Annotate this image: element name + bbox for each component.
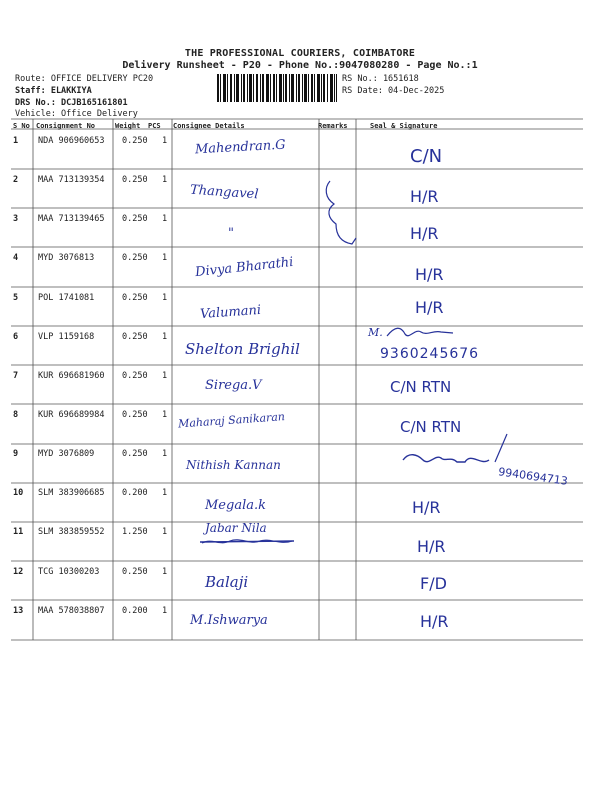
row-pcs: 1 bbox=[162, 293, 168, 303]
row-consignment: KUR 696681960 bbox=[38, 371, 105, 381]
row-consignee-handwritten: Thangavel bbox=[189, 182, 259, 203]
rs-number: RS No.: 1651618 bbox=[342, 74, 419, 84]
row-consignment: MYD 3076809 bbox=[38, 449, 95, 459]
row-pcs: 1 bbox=[162, 449, 168, 459]
row-pcs: 1 bbox=[162, 527, 168, 537]
row-weight: 0.250 bbox=[122, 449, 148, 459]
row-consignee-handwritten: Maharaj Sanikaran bbox=[177, 410, 286, 431]
col-header-consignment: Consignment No bbox=[36, 122, 96, 130]
row-consignment: POL 1741081 bbox=[38, 293, 95, 303]
row-sno: 11 bbox=[13, 527, 24, 537]
row-pcs: 1 bbox=[162, 136, 168, 146]
row-seal-handwritten: C/N bbox=[410, 146, 443, 167]
row-pcs: 1 bbox=[162, 214, 168, 224]
row-seal-phone: 9940694713 bbox=[497, 465, 569, 488]
row-weight: 0.250 bbox=[122, 214, 148, 224]
runsheet-subtitle: Delivery Runsheet - P20 - Phone No.:9047080280 - Page No.:1 bbox=[122, 60, 478, 71]
row-consignment: MYD 3076813 bbox=[38, 253, 95, 263]
row-weight: 0.200 bbox=[122, 488, 148, 498]
row-weight: 1.250 bbox=[122, 527, 148, 537]
row-consignee-ditto: " bbox=[228, 226, 234, 241]
row-pcs: 1 bbox=[162, 488, 168, 498]
row-consignee-handwritten: Balaji bbox=[205, 573, 249, 591]
row-consignment: MAA 713139354 bbox=[38, 175, 105, 185]
row-sno: 1 bbox=[13, 136, 19, 146]
row-consignment: SLM 383906685 bbox=[38, 488, 105, 498]
col-header-sno: S No bbox=[13, 122, 30, 130]
row-sno: 12 bbox=[13, 567, 24, 577]
col-header-pcs: PCS bbox=[148, 122, 161, 130]
row-pcs: 1 bbox=[162, 175, 168, 185]
row-weight: 0.250 bbox=[122, 567, 148, 577]
col-header-remarks: Remarks bbox=[318, 122, 348, 130]
row-consignee-handwritten: Valumani bbox=[199, 302, 262, 323]
row-sno: 9 bbox=[13, 449, 19, 459]
row-weight: 0.250 bbox=[122, 371, 148, 381]
col-header-seal: Seal & Signature bbox=[370, 122, 438, 130]
row-consignment: MAA 713139465 bbox=[38, 214, 105, 224]
barcode bbox=[217, 74, 337, 102]
row-weight: 0.250 bbox=[122, 293, 148, 303]
row-consignee-handwritten: M.Ishwarya bbox=[190, 613, 268, 628]
row-consignment: MAA 578038807 bbox=[38, 606, 105, 616]
row-pcs: 1 bbox=[162, 332, 168, 342]
row-consignment: TCG 10300203 bbox=[38, 567, 100, 577]
row-sno: 4 bbox=[13, 253, 19, 263]
row-consignee-handwritten: Megala.k bbox=[205, 498, 266, 513]
row-consignment: VLP 1159168 bbox=[38, 332, 95, 342]
row-seal-handwritten: H/R bbox=[417, 537, 446, 556]
vehicle-label: Vehicle: Office Delivery bbox=[15, 109, 138, 119]
row-weight: 0.250 bbox=[122, 332, 148, 342]
route-label: Route: OFFICE DELIVERY PC20 bbox=[15, 74, 154, 84]
row-sno: 13 bbox=[13, 606, 24, 616]
col-header-consignee: Consignee Details bbox=[173, 122, 245, 130]
row-seal-phone: 9360245676 bbox=[380, 346, 480, 362]
row-weight: 0.250 bbox=[122, 410, 148, 420]
row-sno: 10 bbox=[13, 488, 24, 498]
row-weight: 0.250 bbox=[122, 175, 148, 185]
row-seal-handwritten: C/N RTN bbox=[390, 378, 452, 396]
row-weight: 0.250 bbox=[122, 136, 148, 146]
col-header-weight: Weight bbox=[115, 122, 141, 130]
row-consignee-handwritten: Shelton Brighil bbox=[185, 340, 300, 358]
row-consignment: SLM 383859552 bbox=[38, 527, 105, 537]
row-seal-handwritten: H/R bbox=[410, 224, 439, 243]
row-consignee-handwritten: Divya Bharathi bbox=[194, 254, 295, 281]
row-sno: 7 bbox=[13, 371, 19, 381]
struck-out-name bbox=[198, 535, 298, 549]
row-seal-initial: M. bbox=[368, 326, 383, 339]
row-consignment: NDA 906960653 bbox=[38, 136, 105, 146]
row-seal-handwritten: H/R bbox=[415, 265, 444, 284]
row-consignee-handwritten: Jabar Nila bbox=[205, 521, 267, 535]
row-pcs: 1 bbox=[162, 410, 168, 420]
row-seal-handwritten: C/N RTN bbox=[400, 418, 462, 436]
row-pcs: 1 bbox=[162, 567, 168, 577]
row-consignee-handwritten: Sirega.V bbox=[205, 378, 262, 393]
row-seal-handwritten: H/R bbox=[420, 612, 449, 631]
row-pcs: 1 bbox=[162, 606, 168, 616]
row-seal-handwritten: H/R bbox=[412, 498, 441, 517]
row-seal-handwritten: H/R bbox=[410, 187, 439, 206]
row-weight: 0.250 bbox=[122, 253, 148, 263]
row-consignee-handwritten: Nithish Kannan bbox=[186, 458, 281, 472]
row-seal-handwritten: H/R bbox=[415, 298, 444, 317]
row-pcs: 1 bbox=[162, 371, 168, 381]
company-title: THE PROFESSIONAL COURIERS, COIMBATORE bbox=[184, 48, 416, 59]
row-sno: 8 bbox=[13, 410, 19, 420]
row-sno: 2 bbox=[13, 175, 19, 185]
staff-label: Staff: ELAKKIYA bbox=[15, 86, 92, 96]
row-seal-handwritten: F/D bbox=[420, 574, 447, 593]
signature-scribble bbox=[385, 324, 455, 344]
row-sno: 6 bbox=[13, 332, 19, 342]
row-pcs: 1 bbox=[162, 253, 168, 263]
row-consignment: KUR 696689984 bbox=[38, 410, 105, 420]
rs-date: RS Date: 04-Dec-2025 bbox=[342, 86, 445, 96]
row-sno: 3 bbox=[13, 214, 19, 224]
remarks-bracket-mark bbox=[322, 178, 362, 248]
row-sno: 5 bbox=[13, 293, 19, 303]
row-weight: 0.200 bbox=[122, 606, 148, 616]
row-consignee-handwritten: Mahendran.G bbox=[194, 137, 287, 158]
drs-label: DRS No.: DCJB165161801 bbox=[15, 98, 128, 108]
